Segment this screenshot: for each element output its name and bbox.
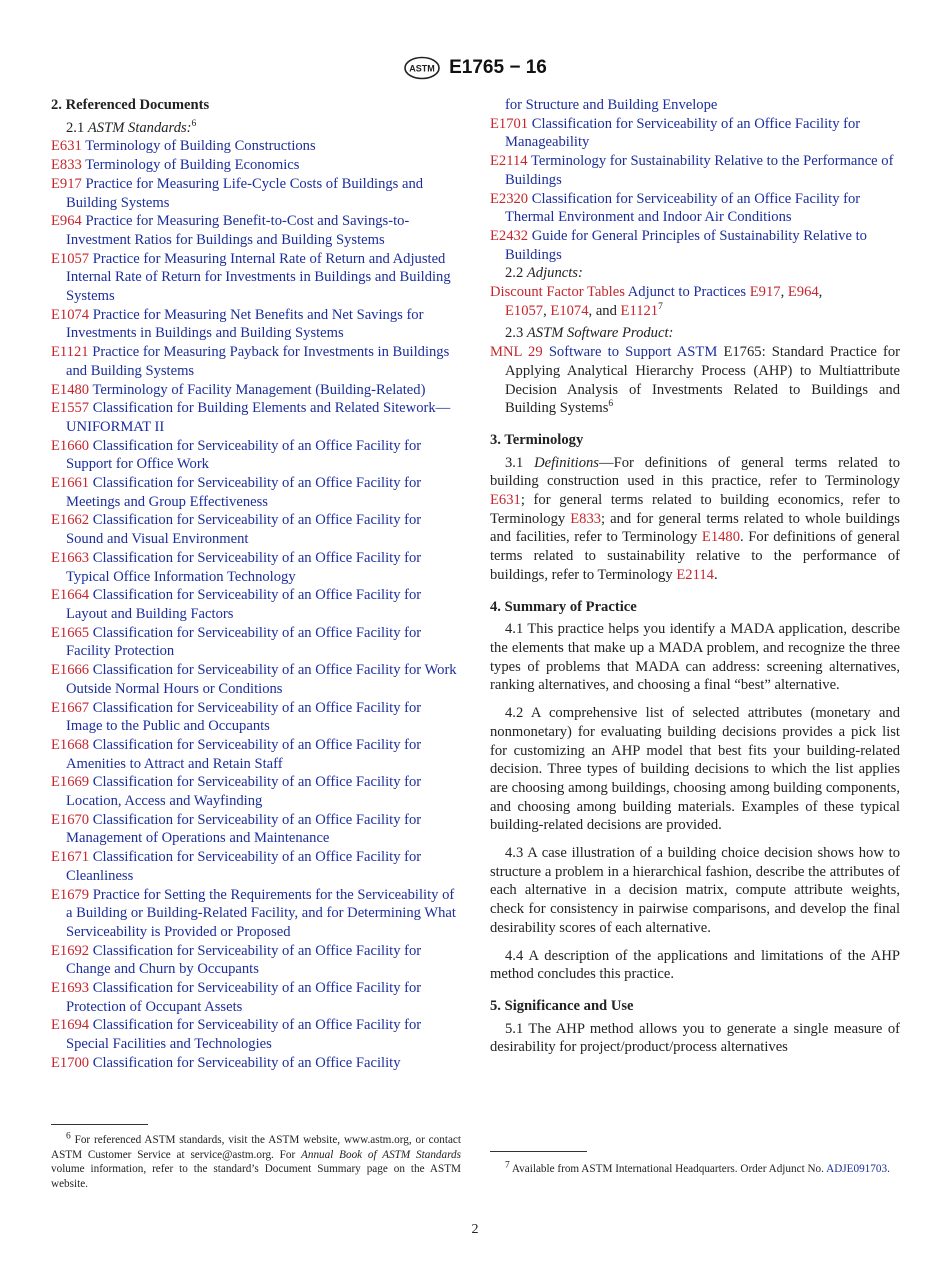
reference-item — [51, 1016, 461, 1053]
reference-title-link[interactable]: Terminology of Building Constructions — [85, 138, 316, 155]
reference-title-link[interactable]: Guide for General Principles of Sustainability Relative to Buildings — [505, 227, 867, 263]
software-link[interactable]: MNL 29 — [490, 344, 543, 361]
reference-title-link[interactable]: Practice for Setting the Requirements for the Serviceability of a Building or Building-Related Facility, and for Determining What Serviceability is Provided or Proposed — [66, 886, 456, 940]
subsection-2-3: 2.3 ASTM Software Product: — [505, 325, 674, 342]
reference-title-link[interactable]: Classification for Serviceability of an Office Facility for Facility Protection — [66, 624, 422, 660]
reference-item — [51, 156, 461, 175]
reference-item — [51, 773, 461, 810]
reference-code-link[interactable]: E1668 — [51, 736, 90, 753]
footnote-rule-right — [490, 1151, 587, 1152]
paragraph-3-1: 3.1 Definitions—For definitions of general terms related to building construction used in this practice, refer to Terminology E631; for general terms related to building economics, refer to Terminology E833; and for general terms related to whole buildings and facilities, refer to Terminology E1480. For definitions of general terms related to sustainability relative to the performance of buildings, refer to Terminology E2114. — [490, 454, 901, 583]
reference-title-link[interactable]: Classification for Serviceability of an Office Facility for Management of Operations and Maintenance — [66, 811, 422, 847]
reference-title-link[interactable]: Classification for Serviceability of an Office Facility for Location, Access and Wayfinding — [66, 774, 422, 810]
software-entry: MNL 29 Software to Support ASTM E1765: Standard Practice for Applying Analytical Hierarchy Process (AHP) to Multiattribute Decision Analysis of Investments Related to Buildings and Building Systems$^6$ — [490, 344, 901, 417]
reference-item — [490, 227, 900, 264]
reference-code-link[interactable]: E2114 — [490, 153, 528, 170]
reference-item — [51, 306, 461, 343]
reference-item — [51, 586, 461, 623]
paragraph-4-4: 4.4 A description of the applications and limitations of the AHP method concludes this practice. — [490, 947, 900, 983]
reference-code-link[interactable]: E1663 — [51, 549, 90, 566]
reference-title-link[interactable]: Classification for Serviceability of an Office Facility for Amenities to Attract and Retain Staff — [66, 736, 422, 772]
reference-code-link[interactable]: E1667 — [51, 699, 90, 716]
footnote-rule-left — [51, 1124, 148, 1125]
reference-title-link[interactable]: Classification for Building Elements and Related Sitework—UNIFORMAT II — [66, 400, 451, 435]
footnote-7: $^7$ Available from ASTM International Headquarters. Order Adjunct No. ADJE091703. — [505, 1160, 890, 1175]
reference-code-link[interactable]: E1669 — [51, 774, 90, 791]
reference-code-link[interactable]: E1670 — [51, 811, 90, 828]
reference-title-link[interactable]: Practice for Measuring Payback for Investments in Buildings and Building Systems — [66, 344, 450, 379]
reference-code-link[interactable]: E1660 — [51, 437, 90, 454]
reference-title-link[interactable]: Classification for Serviceability of an Office Facility for Layout and Building Factors — [66, 587, 422, 622]
reference-code-link[interactable]: E1701 — [490, 115, 529, 132]
reference-code-link[interactable]: E1074 — [51, 306, 90, 323]
reference-code-link[interactable]: E2432 — [490, 227, 529, 244]
reference-item — [490, 115, 900, 152]
reference-code-link[interactable]: E1666 — [51, 662, 90, 679]
reference-item — [51, 250, 461, 306]
reference-title-link[interactable]: Classification for Serviceability of an Office Facility for Sound and Visual Environment — [66, 512, 422, 548]
reference-code-link[interactable]: E1557 — [51, 400, 90, 417]
reference-title-link[interactable]: Practice for Measuring Benefit-to-Cost and Savings-to-Investment Ratios for Buildings and Building Systems — [66, 213, 410, 248]
reference-item — [51, 474, 461, 511]
reference-item — [51, 137, 461, 156]
reference-list-continued — [490, 96, 900, 264]
reference-item — [51, 848, 461, 885]
subsection-2-1: 2.1 ASTM Standards:$^6$ — [66, 118, 197, 136]
reference-item — [51, 511, 461, 548]
right-column — [490, 96, 900, 1057]
reference-code-link[interactable]: E1662 — [51, 512, 90, 529]
section-4-heading: 4. Summary of Practice — [490, 598, 637, 615]
reference-title-link[interactable]: Classification for Serviceability of an Office Facility for Change and Churn by Occupants — [66, 942, 422, 978]
reference-item — [490, 190, 900, 227]
reference-item — [51, 661, 461, 698]
reference-code-link[interactable]: E1121 — [51, 344, 89, 361]
reference-title-link[interactable]: Practice for Measuring Net Benefits and Net Savings for Investments in Buildings and Building Systems — [66, 306, 424, 342]
reference-item — [490, 152, 900, 189]
reference-code-link[interactable]: E1679 — [51, 886, 90, 903]
reference-list — [51, 137, 461, 1072]
reference-item — [51, 624, 461, 661]
reference-title-link[interactable]: Classification for Serviceability of an Office Facility for Meetings and Group Effectiveness — [66, 475, 422, 510]
reference-code-link[interactable]: E1664 — [51, 587, 90, 604]
reference-item — [51, 811, 461, 848]
reference-code-link[interactable]: E1692 — [51, 942, 90, 959]
reference-item — [51, 942, 461, 979]
page-header — [0, 56, 950, 80]
reference-code-link[interactable]: E631 — [51, 138, 82, 155]
reference-item — [51, 886, 461, 942]
reference-code-link[interactable]: E833 — [51, 157, 82, 174]
adjunct-number-link[interactable]: ADJE091703 — [826, 1163, 888, 1175]
reference-item — [51, 381, 461, 400]
left-column — [51, 96, 461, 1073]
reference-title-link[interactable]: Classification for Serviceability of an Office Facility for Special Facilities and Technologies — [66, 1017, 422, 1053]
reference-code-link[interactable]: E1693 — [51, 980, 90, 997]
reference-code-link[interactable]: E1661 — [51, 475, 90, 492]
section-5-heading: 5. Significance and Use — [490, 997, 634, 1014]
reference-item — [51, 736, 461, 773]
page-number: 2 — [471, 1222, 479, 1237]
reference-title-link[interactable]: Practice for Measuring Life-Cycle Costs of Buildings and Building Systems — [66, 175, 424, 211]
svg-text:ASTM: ASTM — [409, 63, 435, 74]
reference-code-link[interactable]: E1694 — [51, 1017, 90, 1034]
reference-item — [51, 549, 461, 586]
paragraph-4-1: 4.1 This practice helps you identify a MADA application, describe the elements that make up a MADA problem, and recognize the three types of problems that MADA can address: screening alternatives, ranking alternatives, and choosing a final “best” alternative. — [490, 621, 900, 694]
astm-logo-icon — [403, 56, 441, 80]
section-2-heading: 2. Referenced Documents — [51, 97, 210, 113]
reference-title-link[interactable]: for Structure and Building Envelope — [505, 97, 718, 113]
reference-code-link[interactable]: E1665 — [51, 624, 90, 641]
adjunct-entry: Discount Factor Tables Adjunct to Practices E917, E964, E1057, E1074, and E1121$^7$ — [490, 284, 823, 319]
reference-item — [490, 96, 900, 115]
reference-title-link[interactable]: Terminology of Facility Management (Building-Related) — [92, 381, 426, 398]
reference-title-link[interactable]: Practice for Measuring Internal Rate of Return and Adjusted Internal Rate of Return for Investments in Buildings and Building Systems — [66, 250, 451, 305]
adjunct-link[interactable]: Discount Factor Tables — [490, 284, 625, 301]
reference-title-link[interactable]: Classification for Serviceability of an Office Facility for Cleanliness — [66, 849, 422, 884]
footnote-6: $^6$ For referenced ASTM standards, visit the ASTM website, www.astm.org, or contact ASTM Customer Service at service@astm.org. For Annual Book of ASTM Standards volume information, refer to the standard’s Document Summary page on the ASTM website. — [51, 1131, 461, 1190]
reference-item — [51, 1054, 461, 1073]
reference-title-link[interactable]: Classification for Serviceability of an Office Facility for Manageability — [505, 115, 861, 151]
reference-code-link[interactable]: E1480 — [51, 381, 90, 398]
paragraph-4-2: 4.2 A comprehensive list of selected attributes (monetary and nonmonetary) for evaluating building decisions provides a pick list for customizing an AHP model that best fits your building-related decision. Three types of building decisions to which the list applies are choosing among buildings, choosing among building components, and choosing among building materials. Examples of these typical building-related decisions are provided. — [490, 705, 900, 834]
reference-item — [51, 979, 461, 1016]
paragraph-4-3: 4.3 A case illustration of a building choice decision shows how to structure a problem in a hierarchical fashion, describe the attributes of each alternative in a decision matrix, compute attribute weights, check for consistency in pairwise comparisons, and develop the final desirability scores of each alternative. — [490, 845, 900, 936]
reference-title-link[interactable]: Terminology for Sustainability Relative to the Performance of Buildings — [505, 153, 894, 188]
reference-item — [51, 175, 461, 212]
reference-item — [51, 437, 461, 474]
reference-item — [51, 399, 461, 436]
reference-title-link[interactable]: Classification for Serviceability of an Office Facility for Work Outside Normal Hours or Conditions — [66, 662, 457, 697]
reference-code-link[interactable]: E964 — [51, 213, 82, 230]
reference-code-link[interactable]: E2320 — [490, 190, 529, 207]
section-3-heading: 3. Terminology — [490, 431, 584, 448]
reference-title-link[interactable]: Classification for Serviceability of an Office Facility for Image to the Public and Occupants — [66, 699, 422, 735]
reference-code-link[interactable]: E917 — [51, 175, 82, 192]
reference-title-link[interactable]: Classification for Serviceability of an Office Facility for Protection of Occupant Assets — [66, 980, 422, 1015]
reference-code-link[interactable]: E1700 — [51, 1054, 90, 1071]
reference-item — [51, 212, 461, 249]
reference-item — [51, 699, 461, 736]
subsection-2-2: 2.2 Adjuncts: — [505, 265, 583, 282]
reference-code-link[interactable]: E1057 — [51, 250, 90, 267]
reference-title-link[interactable]: Classification for Serviceability of an Office Facility for Typical Office Information Technology — [66, 549, 422, 585]
reference-title-link[interactable]: Classification for Serviceability of an Office Facility for Thermal Environment and Indoor Air Conditions — [505, 190, 861, 226]
designation-title: E1765 − 16 — [449, 57, 547, 78]
reference-item — [51, 343, 461, 380]
reference-title-link[interactable]: Classification for Serviceability of an Office Facility for Support for Office Work — [66, 437, 422, 473]
reference-code-link[interactable]: E1671 — [51, 849, 90, 866]
reference-title-link[interactable]: Classification for Serviceability of an Office Facility — [92, 1054, 401, 1071]
paragraph-5-1: 5.1 The AHP method allows you to generate a single measure of desirability for project/product/process alternatives — [490, 1020, 900, 1056]
reference-title-link[interactable]: Terminology of Building Economics — [85, 157, 300, 174]
